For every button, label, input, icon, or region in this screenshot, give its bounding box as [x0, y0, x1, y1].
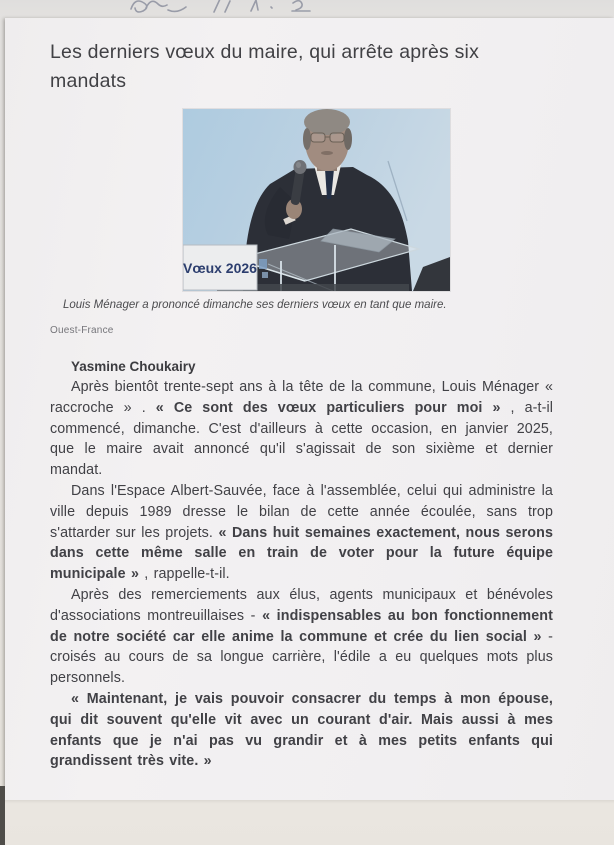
paragraph-text: Après bientôt trente-sept ans à la tête de la commune, Louis Ménager « raccroche » .: [50, 379, 553, 416]
voeux-sign-text: Vœux 2026: [183, 260, 257, 276]
quote-text: « indispensables au bon fonctionnement de notre société car elle anime la commune et crée du lien social »: [50, 607, 553, 645]
article-paragraph: [50, 585, 553, 689]
article-paragraph: [50, 689, 553, 772]
quote-text: « Maintenant, je vais pouvoir consacrer du temps à mon épouse, qui dit souvent qu'elle vit avec un courant d'air. Mais aussi à mes enfants que je n'ai pas vu grandir et à mes petits enfants qui grandissent très vite. »: [50, 690, 553, 770]
paragraph-text: , a-t-il commencé, dimanche. C'est d'ailleurs à cette occasion, en janvier 2025, que le maire avait annoncé qu'il s'agissait de son sixième et dernier mandat.: [50, 399, 553, 479]
article-byline: Yasmine Choukairy: [71, 359, 196, 374]
article-photo: [183, 109, 450, 291]
article-paper: [5, 18, 614, 800]
article-paragraph: [50, 481, 553, 585]
voeux-sign: [183, 245, 257, 290]
scanner-background: [0, 800, 614, 845]
hair: [304, 109, 350, 135]
article-title: Les derniers vœux du maire, qui arrête après six mandats: [50, 41, 480, 92]
photo-credit: Ouest-France: [50, 325, 114, 336]
photo-caption: Louis Ménager a prononcé dimanche ses derniers vœux en tant que maire.: [63, 299, 447, 311]
mustache: [321, 151, 333, 155]
article-paragraph: [50, 377, 553, 481]
quote-text: « Dans huit semaines exactement, nous serons dans cette même salle en train de voter pour la future équipe municipale »: [50, 524, 553, 583]
paragraph-text: - croisés au cours de sa longue carrière, l'édile a eu quelques mots plus personnels.: [50, 628, 553, 687]
scan-edge-mark: [0, 786, 5, 845]
quote-text: « Ce sont des vœux particuliers pour moi »: [155, 399, 501, 416]
paragraph-text: Après des remerciements aux élus, agents municipaux et bénévoles d'associations montreuillaises -: [50, 586, 553, 624]
paragraph-text: , rappelle-t-il.: [139, 566, 230, 583]
paragraph-text: Dans l'Espace Albert-Sauvée, face à l'assemblée, celui qui administre la ville depuis 1989 dresse le bilan de cette année écoulée, sans trop s'attarder sur les projets.: [50, 482, 553, 541]
article-body: [50, 377, 553, 772]
